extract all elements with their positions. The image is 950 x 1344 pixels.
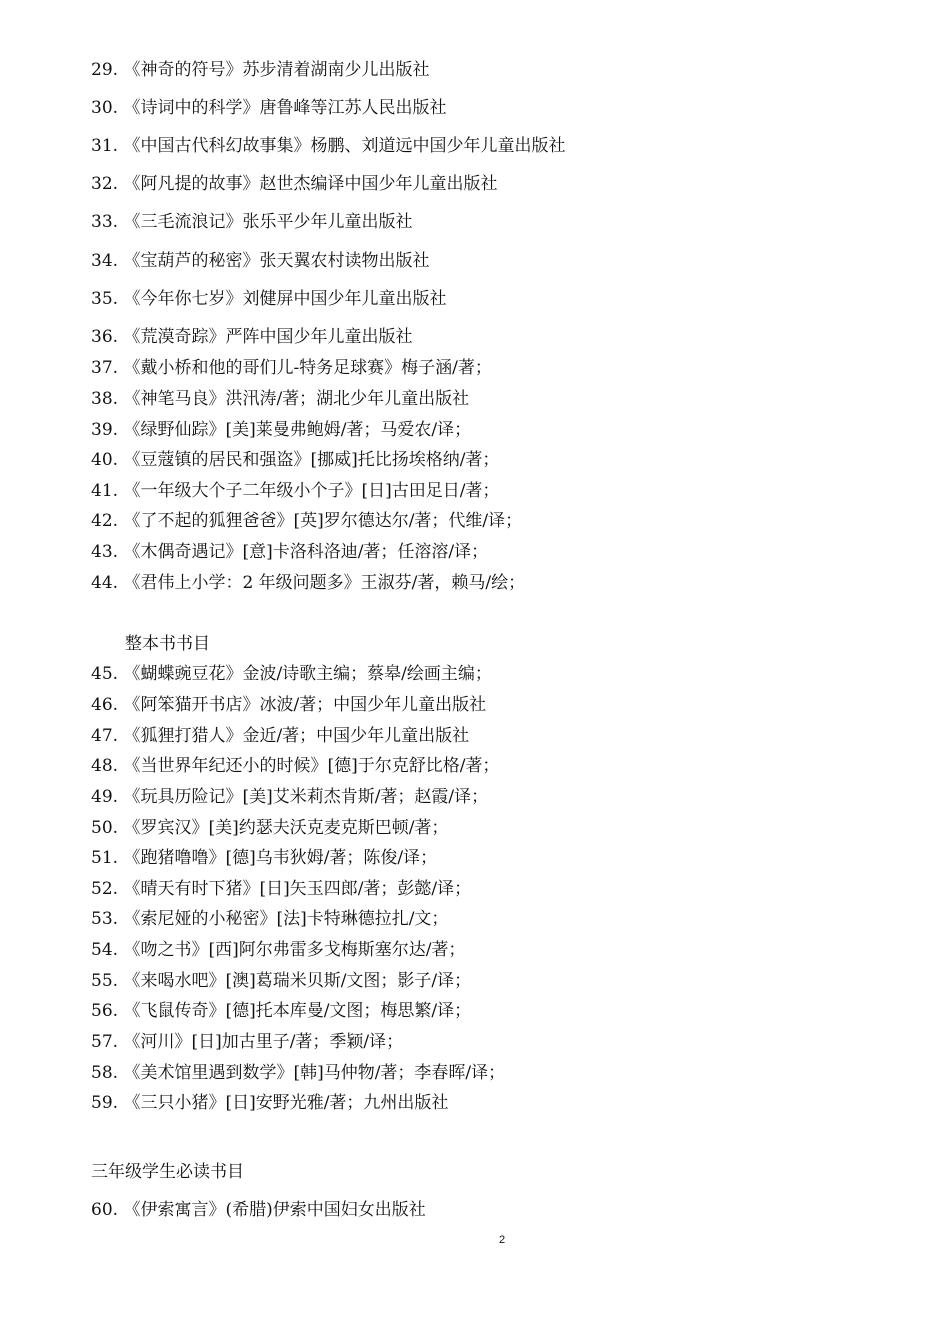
list-item: 33. 《三毛流浪记》张乐平少年儿童出版社 — [91, 212, 413, 232]
list-item: 39. 《绿野仙踪》[美]莱曼弗鲍姆/著；马爱农/译； — [91, 420, 472, 440]
list-item: 44. 《君伟上小学：2 年级问题多》王淑芬/著，赖马/绘； — [91, 573, 526, 593]
list-item: 51. 《跑猪噜噜》[德]乌韦狄姆/著；陈俊/译； — [91, 848, 438, 868]
list-item: 47. 《狐狸打猎人》金近/著；中国少年儿童出版社 — [91, 726, 470, 746]
page-number: 2 — [498, 1234, 506, 1246]
section-heading: 三年级学生必读书目 — [91, 1162, 244, 1182]
list-item: 49. 《玩具历险记》[美]艾米莉杰肯斯/著；赵霞/译； — [91, 787, 489, 807]
list-item: 38. 《神笔马良》洪汛涛/著；湖北少年儿童出版社 — [91, 389, 470, 409]
list-item: 52. 《晴天有时下猪》[日]矢玉四郎/著；彭懿/译； — [91, 879, 472, 899]
list-item: 41. 《一年级大个子二年级小个子》[日]古田足日/著； — [91, 481, 500, 501]
list-item: 29. 《神奇的符号》苏步清着湖南少儿出版社 — [91, 60, 430, 80]
list-item: 58. 《美术馆里遇到数学》[韩]马仲物/著；李春晖/译； — [91, 1063, 506, 1083]
list-item: 43. 《木偶奇遇记》[意]卡洛科洛迪/著；任溶溶/译； — [91, 542, 489, 562]
list-item: 60. 《伊索寓言》(希腊)伊索中国妇女出版社 — [91, 1200, 426, 1220]
list-item: 30. 《诗词中的科学》唐鲁峰等江苏人民出版社 — [91, 98, 447, 118]
list-item: 35. 《今年你七岁》刘健屏中国少年儿童出版社 — [91, 289, 447, 309]
list-item: 59. 《三只小猪》[日]安野光雅/著；九州出版社 — [91, 1093, 449, 1113]
list-item: 45. 《蝴蝶豌豆花》金波/诗歌主编；蔡皋/绘画主编； — [91, 664, 492, 684]
list-item: 34. 《宝葫芦的秘密》张天翼农村读物出版社 — [91, 251, 430, 271]
list-item: 48. 《当世界年纪还小的时候》[德]于尔克舒比格/著； — [91, 756, 500, 776]
list-item: 40. 《豆蔻镇的居民和强盗》[挪威]托比扬埃格纳/著； — [91, 450, 500, 470]
list-item: 32. 《阿凡提的故事》赵世杰编译中国少年儿童出版社 — [91, 174, 498, 194]
list-item: 36. 《荒漠奇踪》严阵中国少年儿童出版社 — [91, 327, 413, 347]
list-item: 42. 《了不起的狐狸爸爸》[英]罗尔德达尔/著；代维/译； — [91, 511, 523, 531]
list-item: 56. 《飞鼠传奇》[德]托本库曼/文图；梅思繁/译； — [91, 1001, 472, 1021]
list-item: 31. 《中国古代科幻故事集》杨鹏、刘道远中国少年儿童出版社 — [91, 136, 566, 156]
list-item: 50. 《罗宾汉》[美]约瑟夫沃克麦克斯巴顿/著； — [91, 818, 449, 838]
list-item: 53. 《索尼娅的小秘密》[法]卡特琳德拉扎/文； — [91, 909, 449, 929]
list-item: 46. 《阿笨猫开书店》冰波/著；中国少年儿童出版社 — [91, 695, 487, 715]
section-heading: 整本书书目 — [125, 634, 210, 654]
list-item: 37. 《戴小桥和他的哥们儿-特务足球赛》梅子涵/著； — [91, 358, 492, 378]
list-item: 54. 《吻之书》[西]阿尔弗雷多戈梅斯塞尔达/著； — [91, 940, 466, 960]
list-item: 55. 《来喝水吧》[澳]葛瑞米贝斯/文图；影子/译； — [91, 971, 472, 991]
list-item: 57. 《河川》[日]加古里子/著；季颖/译； — [91, 1032, 404, 1052]
